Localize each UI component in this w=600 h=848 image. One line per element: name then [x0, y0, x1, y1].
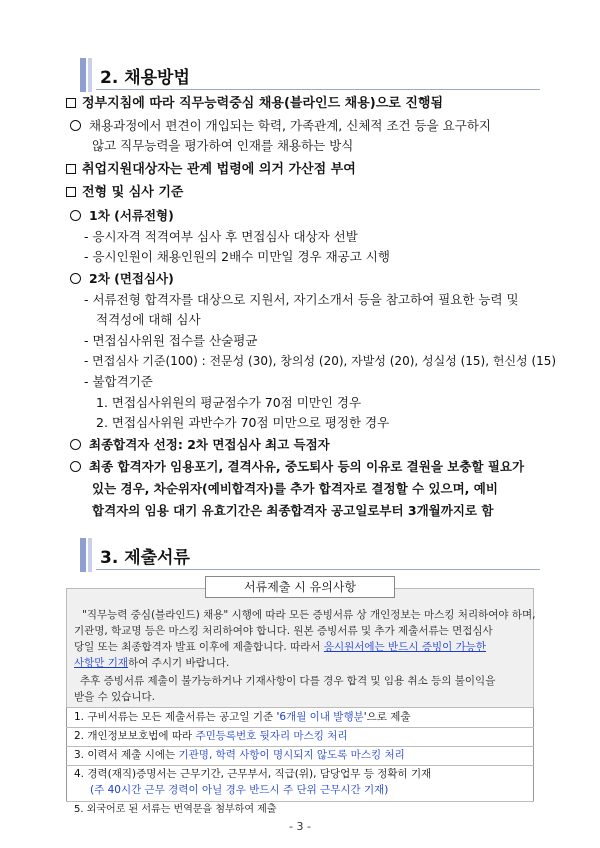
- req-item-2: 2. 개인정보보호법에 따라 주민등록번호 뒷자리 마스킹 처리: [74, 730, 348, 742]
- fail-criterion-1: 1. 면접심사위원의 평균점수가 70점 미만인 경우: [96, 395, 362, 410]
- circle-bullet-icon: [70, 461, 81, 472]
- bullet-blind-desc-2: 않고 직무능력을 평가하여 인재를 채용하는 방식: [92, 138, 354, 153]
- stage-2-item-1: - 서류전형 합격자를 대상으로 지원서, 자기소개서 등을 참고하여 필요한 능력 및: [84, 292, 519, 307]
- stage-2-heading: 2차 (면접심사): [70, 271, 600, 287]
- accent-bar: [80, 58, 86, 92]
- req-item-1: 1. 구비서류는 모든 제출서류는 공고일 기준 '6개월 이내 발행분'으로 제출: [74, 711, 411, 723]
- stage-2-item-3: - 면접심사 기준(100) : 전문성 (30), 창의성 (20), 자발성 (20), 성실성 (15), 헌신성 (15): [84, 354, 557, 368]
- req-highlight-2: 주민등록번호 뒷자리 마스킹 처리: [195, 730, 348, 742]
- req-item-4: 4. 경력(재직)증명서는 근무기간, 근무부서, 직급(위), 담당업무 등 정확히 기재: [74, 768, 432, 780]
- circle-bullet-icon: [70, 273, 81, 284]
- bullet-veteran-points: 취업지원대상자는 관계 법령에 의거 가산점 부여: [66, 162, 600, 178]
- reserve-candidate-3: 합격자의 임용 대기 유효기간은 최종합격자 공고일로부터 3개월까지로 함: [92, 503, 494, 518]
- accent-bar-light: [88, 538, 92, 572]
- req-highlight-1: 6개월 이내 발행분: [279, 711, 364, 723]
- accent-bar-light: [88, 58, 92, 92]
- notice-highlight-1: 응시원서에는 반드시 증빙이 가능한: [323, 641, 487, 653]
- divider: [66, 727, 534, 728]
- divider: [66, 746, 534, 747]
- bullet-screening-criteria: 전형 및 심사 기준: [66, 185, 600, 201]
- stage-2-item-4: - 불합격기준: [84, 374, 153, 389]
- stage-2-item-2: - 면접심사위원 접수를 산술평균: [84, 333, 258, 348]
- notice-line-3: 당일 또는 최종합격자 발표 이후에 제출합니다. 따라서 응시원서에는 반드시 증빙이 가능한: [74, 641, 487, 653]
- final-selection: 최종합격자 선정: 2차 면접심사 최고 득점자: [70, 437, 600, 453]
- square-bullet-icon: [66, 98, 76, 108]
- header-rule: [96, 569, 540, 570]
- req-item-5: 5. 외국어로 된 서류는 번역문을 첨부하여 제출: [74, 804, 277, 815]
- fail-criterion-2: 2. 면접심사위원 과반수가 70점 미만으로 평정한 경우: [96, 415, 390, 430]
- circle-bullet-icon: [70, 210, 81, 221]
- req-item-4-note: (주 40시간 근무 경력이 아닐 경우 반드시 주 단위 근무시간 기재): [90, 784, 389, 796]
- stage-2-item-1-cont: 적격성에 대해 심사: [96, 312, 201, 327]
- notice-line-5: 추후 증빙서류 제출이 불가능하거나 기재사항이 다를 경우 합격 및 임용 취소 등의 불이익을: [80, 675, 496, 687]
- req-item-3: 3. 이력서 제출 시에는 기관명, 학력 사항이 명시되지 않도록 마스킹 처리: [74, 749, 405, 761]
- stage-1-item-2: - 응시인원이 채용인원의 2배수 미만일 경우 재공고 시행: [84, 249, 390, 264]
- square-bullet-icon: [66, 164, 76, 174]
- bullet-blind-hiring: 정부지침에 따라 직무능력중심 채용(블라인드 채용)으로 진행됨: [66, 96, 600, 112]
- section-3-title: 3. 제출서류: [100, 548, 190, 568]
- section-2-header: [80, 58, 540, 92]
- stage-1-item-1: - 응시자격 적격여부 심사 후 면접심사 대상자 선발: [84, 229, 358, 244]
- bullet-blind-desc-1: 채용과정에서 편견이 개입되는 학력, 가족관계, 신체적 조건 등을 요구하지: [70, 118, 600, 134]
- divider: [66, 765, 534, 766]
- notice-line-4: 사항만 기재하여 주시기 바랍니다.: [74, 657, 230, 669]
- section-2-title: 2. 채용방법: [100, 68, 190, 88]
- notice-highlight-2: 사항만 기재: [74, 657, 129, 669]
- notice-line-2: 기관명, 학교명 등은 마스킹 처리하여야 합니다. 원본 증빙서류 및 추가 제출서류는 면접심사: [74, 625, 493, 637]
- reserve-candidate-2: 있는 경우, 차순위자(예비합격자)를 추가 합격자로 결정할 수 있으며, 예비: [92, 481, 498, 496]
- circle-bullet-icon: [70, 120, 81, 131]
- stage-1-heading: 1차 (서류전형): [70, 208, 600, 224]
- reserve-candidate-1: 최종 합격자가 임용포기, 결격사유, 중도퇴사 등의 이유로 결원을 보충할 필요가: [70, 459, 600, 475]
- req-highlight-3: 기관명, 학력 사항이 명시되지 않도록 마스킹 처리: [178, 749, 405, 761]
- divider: [66, 801, 534, 802]
- accent-bar: [80, 538, 86, 572]
- notice-line-1: "직무능력 중심(블라인드) 채용" 시행에 따라 모든 증빙서류 상 개인정보는 마스킹 처리하여야 하며,: [82, 609, 536, 621]
- notice-title: 서류제출 시 유의사항: [205, 576, 395, 598]
- section-3-header: [80, 538, 540, 572]
- circle-bullet-icon: [70, 439, 81, 450]
- page-number: - 3 -: [289, 820, 311, 833]
- header-rule: [96, 89, 540, 90]
- notice-line-6: 받을 수 있습니다.: [74, 691, 156, 703]
- square-bullet-icon: [66, 187, 76, 197]
